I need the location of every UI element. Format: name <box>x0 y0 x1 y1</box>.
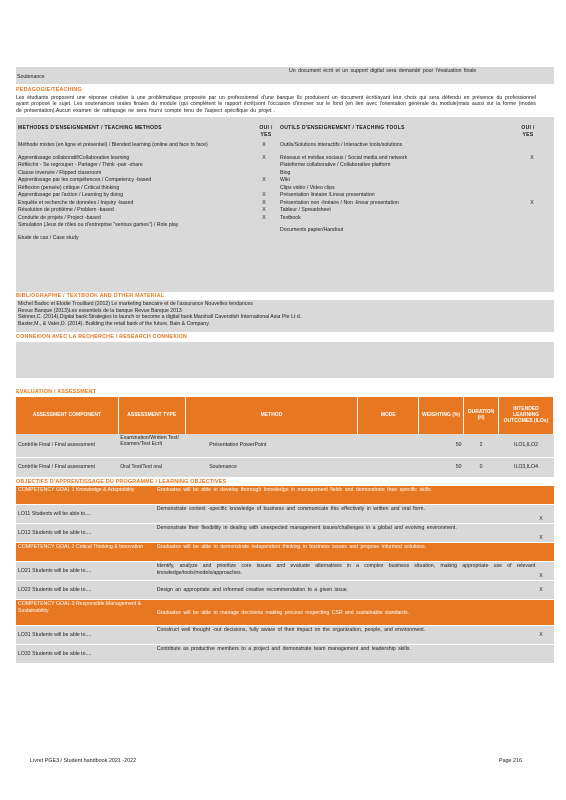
goal-label: COMPETENCY GOAL 3 Responsible Management & Sustainability <box>16 600 155 626</box>
method-mark: X <box>262 177 266 184</box>
lo-code: LO11 <box>18 511 31 517</box>
tool-mark: X <box>530 199 534 206</box>
tool-row <box>276 155 542 163</box>
lo-row <box>16 505 554 524</box>
tool-row <box>276 227 542 235</box>
methods-block <box>16 117 554 292</box>
tool-label: Outils/Solutions interactifs / Interactive tools/solutions <box>280 141 403 148</box>
methods-yes-header: OUI / YES <box>259 125 273 138</box>
assessment-table <box>16 397 554 479</box>
method-mark: X <box>262 214 266 221</box>
method-label: Réfléchir - Se regrouper - Partager / Think -pair -share <box>18 162 143 169</box>
method-row <box>16 192 276 200</box>
lo-code: LO12 <box>18 530 31 536</box>
tool-label: Wiki <box>280 177 290 184</box>
method-label: Apprentissage par les compétences / Competency -based <box>18 177 152 184</box>
goal-label: COMPETENCY GOAL 2 Critical Thinking & Innovation <box>16 543 155 562</box>
lo-mark: X <box>537 626 554 645</box>
tool-mark <box>522 177 542 185</box>
cell-mode <box>358 458 419 478</box>
tool-row <box>276 162 542 170</box>
tool-label: Tableur / Spreadsheet <box>280 207 331 214</box>
tool-label: Présentation linéaire /Linear presentation <box>280 192 375 199</box>
lo-row <box>16 626 554 645</box>
method-mark <box>254 235 274 243</box>
method-row <box>16 200 276 208</box>
method-mark: X <box>262 141 266 148</box>
col-type: ASSESSMENT TYPE <box>118 397 185 434</box>
tool-mark <box>522 185 542 193</box>
method-row <box>16 235 276 243</box>
bib-line: Revue Banque (2013)Les essentiels de la banque Revue Banque 2013 <box>18 307 182 314</box>
lo-text: Construct well thought -out decisions, fully aware of their impact on the organization, people, and environment. <box>155 626 537 645</box>
tool-mark <box>522 170 542 178</box>
tool-row <box>276 192 542 200</box>
method-row <box>16 215 276 223</box>
tool-mark <box>522 215 542 223</box>
soutenance-row <box>16 67 554 84</box>
cell-weight: 50 <box>419 434 464 458</box>
page-footer <box>30 758 522 765</box>
col-mode: MODE <box>358 397 419 434</box>
tool-label: Plateforme collaborative / Collaborative platform <box>280 162 391 169</box>
bibliographie-title: BIBLIOGRAPHIE / TEXTBOOK AND OTHER MATERIAL <box>16 293 165 300</box>
method-mark <box>254 170 274 178</box>
lo-row <box>16 581 554 600</box>
tool-row <box>276 207 542 215</box>
method-mark: X <box>262 192 266 199</box>
method-mark <box>254 162 274 170</box>
goal-row <box>16 600 554 626</box>
lo-text: Design an appropriate and informed creative recommendation to a given issue. <box>155 581 537 600</box>
tool-label: Présentation non -linéaire / Non -linear presentation <box>280 199 399 206</box>
lo-lead: Students will be able to.... <box>32 568 92 574</box>
method-label: Résolution de problème / Problem -based <box>18 207 114 214</box>
tool-row <box>276 200 542 208</box>
tool-label: Clips vidéo / Video clips <box>280 184 335 191</box>
method-row <box>16 170 276 178</box>
method-label: Apprentissage collaboratif/Collaborative learning <box>18 154 130 161</box>
footer-left: Livret PGE3 / Student handbook 2021 -2022 <box>30 758 137 764</box>
tool-label: Réseaux et médias sociaux / Social media and network <box>280 154 408 161</box>
lo-row <box>16 524 554 543</box>
evaluation-title: EVALUATION / ASSESSMENT <box>16 388 97 395</box>
cell-method: Soutenance <box>185 458 358 478</box>
col-duration: DURATION (H) <box>464 397 499 434</box>
lo-lead: Students will be able to.... <box>31 511 91 517</box>
lo-mark: X <box>537 581 554 600</box>
method-label: Enquête et recherche de données / Inquiry -based <box>18 199 134 206</box>
lo-lead: Students will be able to.... <box>32 651 92 657</box>
cell-type: Oral Test/Test oral <box>118 458 185 478</box>
goal-desc: Graduates will be able to develop thorough knowledge in management fields and demonstrate their specific skills. <box>155 486 554 505</box>
connexion-title: CONNEXION AVEC LA RECHERCHE / RESEARCH CONNEXION <box>16 334 188 340</box>
methods-header: METHODES D'ENSEIGNEMENT / TEACHING METHODS <box>18 125 162 132</box>
goal-desc: Graduates will be able to demonstrate independent thinking in business issues and propose informed solutions. <box>155 543 554 562</box>
tool-label: Documents papier/Handout <box>280 227 344 234</box>
lo-code: LO32 <box>18 651 31 657</box>
soutenance-label: Soutenance <box>17 74 45 80</box>
tool-mark <box>522 192 542 200</box>
goal-row <box>16 543 554 562</box>
col-weight: WEIGHTING (%) <box>419 397 464 434</box>
method-mark: X <box>262 207 266 214</box>
goal-label: COMPETENCY GOAL 1 Knowledge & Adaptability <box>16 486 155 505</box>
method-mark: X <box>262 199 266 206</box>
assessment-row <box>16 458 554 478</box>
lo-row <box>16 562 554 581</box>
method-row <box>16 185 276 193</box>
soutenance-text: Un document écrit et un support digital sera demandé pour l'évaluation finale <box>289 68 477 74</box>
lo-mark: X <box>537 562 554 581</box>
tools-yes-header: OUI / YES <box>521 125 535 138</box>
lo-lead: Students will be able to.... <box>32 587 92 593</box>
goal-row <box>16 486 554 505</box>
lo-code: LO22 <box>18 587 31 593</box>
tools-header: OUTILS D'ENSEIGNEMENT / TEACHING TOOLS <box>280 125 405 132</box>
cell-duration: 0 <box>464 458 499 478</box>
col-component: ASSESSMENT COMPONENT <box>16 397 118 434</box>
tool-row <box>276 185 542 193</box>
lo-code: LO31 <box>18 632 31 638</box>
cell-weight: 50 <box>419 458 464 478</box>
tool-mark: X <box>530 154 534 161</box>
lo-mark: X <box>537 524 554 543</box>
lo-text: Demonstrate their flexibility in dealing with unexpected management issues/challenges in a global and evolving environment. <box>155 524 537 543</box>
bib-line: Baxter,M., & Vater,D. (2014). Building the retail bank of the future. Bain & Company. <box>18 320 210 327</box>
method-row <box>16 142 276 155</box>
connexion-block <box>16 342 554 378</box>
lo-mark: X <box>537 505 554 524</box>
col-method: METHOD <box>185 397 358 434</box>
method-label: Simulation (Jeux de rôles ou d'entreprise "serious games") / Role play <box>18 222 179 229</box>
tool-row <box>276 177 542 185</box>
cell-ilo: ILO1,ILO2 <box>499 434 554 458</box>
objectives-title: OBJECTIFS D'APPRENTISSAGE DU PROGRAMME / LEARNING OBJECTIVES <box>16 479 227 485</box>
footer-page-number: Page 216 <box>498 758 522 764</box>
method-row <box>16 162 276 170</box>
tool-mark <box>522 142 542 155</box>
method-row <box>16 207 276 215</box>
tool-mark <box>522 207 542 215</box>
tool-row <box>276 170 542 178</box>
lo-text: Contribute as productive members to a project and demonstrate team management and leadership skills. <box>155 645 537 664</box>
cell-component: Contrôle Final / Final assessment <box>16 458 118 478</box>
method-label: Classe inversée / Flipped classroom <box>18 169 102 176</box>
method-label: Conduite de projets / Project -based <box>18 214 101 221</box>
lo-lead: Students will be able to.... <box>32 530 92 536</box>
method-label: Etude de cas / Case study <box>18 235 79 242</box>
lo-lead: Students will be able to.... <box>32 632 92 638</box>
method-mark <box>254 185 274 193</box>
objectives-table <box>16 486 554 665</box>
tools-list <box>276 142 542 243</box>
method-label: Réflexion (pensée) critique / Critical thinking <box>18 184 120 191</box>
goal-desc: Graduates will be able to manage decisions making process respecting CSR and sustainable standards. <box>155 600 554 626</box>
lo-text: Demonstrate context -specific knowledge of business and communicate this effectively in written and oral form. <box>155 505 537 524</box>
lo-mark <box>537 645 554 664</box>
cell-mode <box>358 434 419 458</box>
pedagogie-title: PEDAGOGIE/TEACHING <box>16 87 82 93</box>
methods-list <box>16 142 276 243</box>
lo-text: Identify, analyze and prioritize core issues and evaluate alternatives in a complex business situation, making appropriate use of relevant knowledge/tools/models/approaches. <box>155 562 537 581</box>
tool-label: Textbook <box>280 214 301 221</box>
method-label: Apprentissage par l'action / Learning by doing <box>18 192 124 199</box>
cell-method: Présentation PowerPoint <box>185 434 358 458</box>
tool-row <box>276 215 542 223</box>
method-label: Méthode mixtes (en ligne et présentiel) / Blended learning (online and face to face) <box>18 141 208 148</box>
cell-type: Examination/Written Test/ Examen/Test Ecrit <box>118 434 185 458</box>
pedagogie-text: Les étudiants proposent une réponse créative à une problématique proposée par un professionnel d'une banque Ils produisent un document écrit/ayant leur choix qui sera défendu en présence du professionnel ayant proposé le sujet. Les soutenances orales finales du module (qui complètent le rapport écrit)sont l'occasion d'innover sur le fond (en lien avec l'orientation générale du module)mais aussi sur la forme (modes de présentation).Aucun examen de rattrapage ne sera fourni compte tenu de l'aspect spécifique du projet . <box>16 94 536 114</box>
tool-mark <box>522 227 542 235</box>
bib-line: Skinner,C. (2014).Digital bank:Strategies to launch or become a digital bank.Marshall Cavendish International Asia Pte Lt d. <box>18 314 302 320</box>
col-ilo: INTENDED LEARNING OUTCOMES (ILOs) <box>499 397 554 434</box>
bibliographie-block <box>16 300 554 332</box>
method-mark: X <box>262 154 266 161</box>
cell-ilo: ILO3,ILO4 <box>499 458 554 478</box>
tool-label: Blog <box>280 169 291 176</box>
cell-component: Contrôle Final / Final assessment <box>16 434 118 458</box>
assessment-row <box>16 434 554 458</box>
lo-code: LO21 <box>18 568 31 574</box>
tool-mark <box>522 162 542 170</box>
method-mark <box>254 222 274 235</box>
method-row <box>16 222 276 235</box>
cell-duration: 2 <box>464 434 499 458</box>
method-row <box>16 155 276 163</box>
method-row <box>16 177 276 185</box>
bib-line: Michel Badoc et Elodie Trouillard (2012) Le marketing bancaire et de l'assurance Nouvelles tendances <box>18 301 253 307</box>
tool-row <box>276 142 542 155</box>
lo-row <box>16 645 554 664</box>
document-page <box>16 64 554 664</box>
